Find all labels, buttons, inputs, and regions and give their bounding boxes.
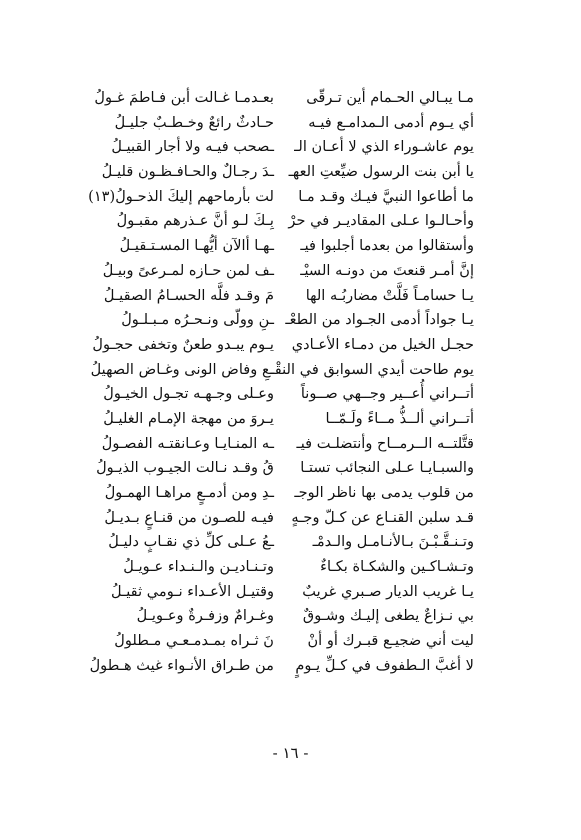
poem-right-column: [270, 86, 474, 679]
verse-first-hemistich: والسبـايـا عـلى النجائب تستـا: [300, 459, 474, 477]
verse-first-hemistich: أتــراني ألــذُّ مــاءً ولَـمّــا: [325, 409, 474, 427]
verse-first-hemistich: يـا غريب الديار صـبري غريبٌ: [302, 582, 474, 600]
verse-first-hemistich: من قلوب يدمى بها ناظر الوجـ: [294, 484, 474, 501]
verse-second-hemistich: ـهـا أالآن أيُّهـا المسـتـقيـلُ: [119, 237, 274, 255]
verse-first-hemistich: ليت أني ضجيـع قبـرك أو أنْ: [307, 632, 474, 650]
verse-first-hemistich: وأحـالـوا عـلى المقاديـر في حرْ: [288, 212, 474, 230]
verse-first-hemistich: مـا يبـالي الحـمام أين تـرقّى: [306, 89, 474, 106]
verse-first-hemistich: إنَّ أمـر قنعتَ من دونـه السيْـ: [300, 261, 474, 279]
verse-first-hemistich: أتــراني أُعــير وجــهي صــوناً: [300, 385, 474, 403]
verse-first-hemistich: يوم طاحت أيدي السوابق في النقْـ: [270, 360, 474, 378]
verse-first-hemistich: يـا حسامـاً فَلَّتْ مضاربُـه الها: [305, 286, 474, 304]
verse-second-hemistich: وتـنـاديـن والـنـداء عـويـلُ: [123, 558, 274, 576]
verse-second-hemistich: قُ وقـد نـالت الجيـوب الذيـولُ: [96, 459, 274, 477]
verse-first-hemistich: أي يـوم أدمى الـمدامـع فيـه: [308, 113, 474, 131]
verse-second-hemistich: وقتيـل الأعـداء نـومي ثقيـلُ: [110, 582, 274, 600]
verse-second-hemistich: ـصحب فيـه ولا أجار القبيـلُ: [111, 138, 274, 156]
verse-first-hemistich: قـد سلبن القنـاع عن كـلّ وجـهٍ: [291, 508, 474, 526]
verse-first-hemistich: لا أغبَّ الـطفوف في كـلِّ يـومٍ: [295, 656, 474, 674]
verse-second-hemistich: ـدَ رجـالٌ والحـافـظـون قليـلُ: [101, 163, 274, 181]
verse-second-hemistich: مَ وقـد فلَّه الحسـامُ الصقيـلُ: [103, 286, 274, 304]
verse-first-hemistich: وتـنـقَّـبْـنَ بـالأنـامـل والـدمْـ: [312, 533, 474, 551]
verse-first-hemistich: بي نـزاعٌ يطغى إليـك وشـوقٌ: [302, 607, 474, 625]
verse-first-hemistich: قتَّلتــه الــرمــاح وأنتضلـت فيـ: [296, 434, 474, 452]
verse-second-hemistich: وعـلى وجـهـه تجـول الخيـولُ: [103, 385, 274, 403]
verse-second-hemistich: فيـه للصـون من قنـاعٍ بـديـلُ: [104, 508, 274, 526]
verse-second-hemistich: من طـراق الأنـواء غيث هـطولُ: [89, 656, 274, 674]
verse-second-hemistich: ـدِ ومن أدمـعٍ مراهـا الهمـولُ: [104, 484, 274, 501]
verse-second-hemistich: ـعُ عـلى كلِّ ذي نقـابٍ دليـلُ: [108, 533, 274, 551]
verse-second-hemistich: ـه المنـايـا وعـانقتـه الفصـولُ: [101, 434, 274, 452]
verse-first-hemistich: حجـل الخيل من دمـاء الأعـادي: [291, 335, 474, 353]
verse-first-hemistich: يوم عاشـوراء الذي لا أعـان الـ: [294, 138, 474, 156]
poem-left-column: [62, 86, 274, 679]
verse-second-hemistich: ـف لمن حـازه لمـرعىً وبيـلُ: [102, 261, 274, 279]
verse-second-hemistich: حـادثٌ رائعٌ وخـطـبٌ جليـلُ: [114, 113, 274, 131]
verse-second-hemistich: نَ ثـراه بمـدمـعـي مـطلولُ: [114, 632, 274, 650]
verse-first-hemistich: يـا جواداً أدمى الجـواد من الطعْـ: [285, 311, 474, 329]
verse-second-hemistich: بعـدمـا غـالت أبن فـاطمَ غـولُ: [94, 89, 274, 106]
verse-first-hemistich: وأستقالوا من بعدما أجلبوا فيـ: [300, 237, 474, 255]
page-number: - ١٦ -: [272, 744, 309, 762]
verse-first-hemistich: وتـشـاكـين والشكـاة بكـاءٌ: [320, 558, 474, 576]
verse-second-hemistich: بِـكَ لـو أنَّ عـذرهم مقبـولُ: [116, 212, 274, 230]
verse-second-hemistich: يـروَ من مهجة الإمـام الغليـلُ: [103, 409, 274, 427]
verse-second-hemistich: يـوم يبـدو طعنٌ وتخفى حجـولُ: [92, 335, 274, 353]
verse-first-hemistich: ما أطاعوا النبيَّ فيـك وقـد مـا: [298, 187, 474, 205]
verse-second-hemistich: لت بأرماحهم إليكَ الذحـولُ(١٣): [88, 187, 274, 205]
verse-second-hemistich: ـنِ وولّى ونـحـرُه مـبـلـولُ: [121, 311, 274, 329]
verse-second-hemistich: وغـرامٌ وزفـرةٌ وعـويـلُ: [136, 607, 274, 625]
verse-second-hemistich: ـعِ وفاض الونى وغـاض الصهيلُ: [90, 360, 274, 378]
verse-first-hemistich: يا أبن بنت الرسول ضيِّعتِ العهـ: [288, 163, 474, 181]
